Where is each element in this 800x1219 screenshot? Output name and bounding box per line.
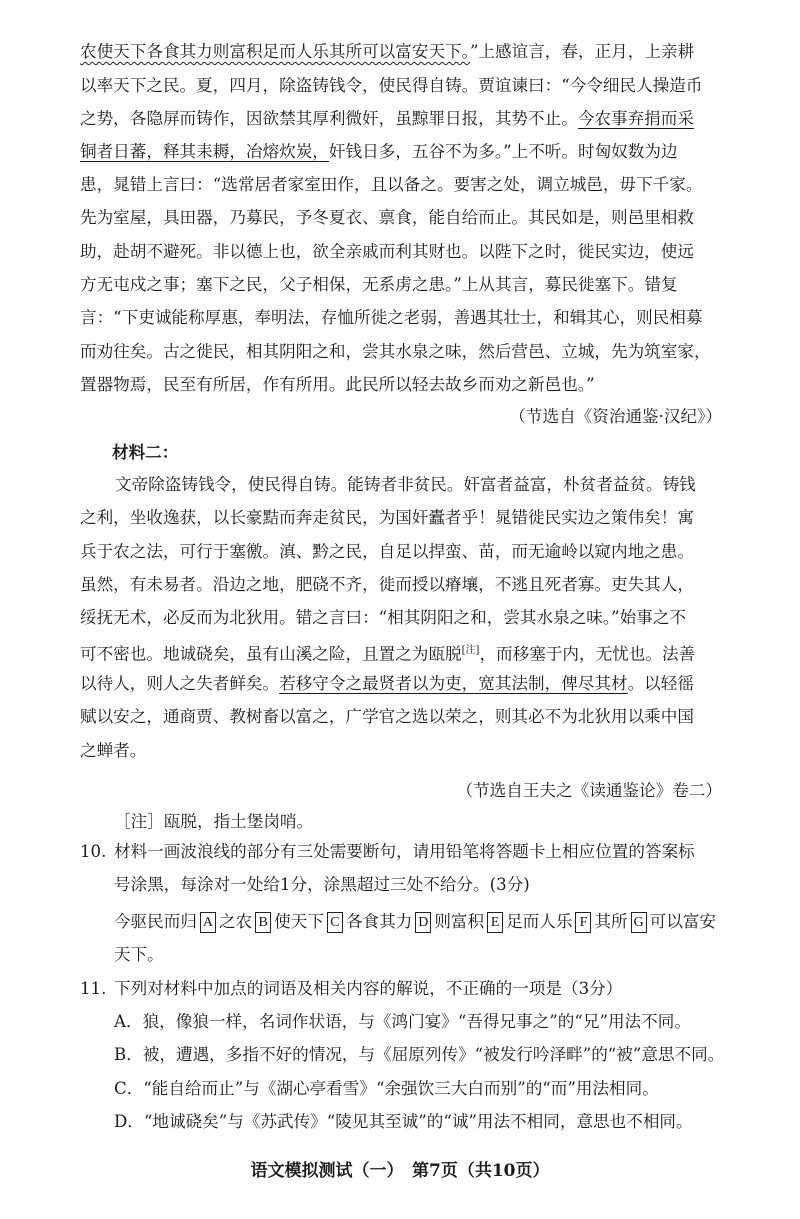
segment: 足而人乐 [506, 912, 573, 931]
footnote: ［注］瓯脱，指土堡岗哨。 [114, 812, 314, 831]
material2-line: 之利，坐收逸获，以长豪黠而奔走贫民，为国奸蠹者乎！晁错徙民实边之策伟矣！寓 [80, 508, 694, 527]
answer-box-d[interactable]: D [415, 912, 431, 933]
material2-line: 虽然，有未易者。沿边之地，肥硗不齐，徙而授以瘠壤，不逃且死者寡。吏失其人， [80, 575, 694, 594]
answer-box-b[interactable]: B [255, 912, 271, 933]
sentence-break-tail: 天下。 [114, 945, 164, 964]
material1-line [80, 107, 694, 131]
question-number: 10. [80, 842, 107, 861]
question-10-stem-line: 号涂黑，每涂对一处给1分，涂黑超过三处不给分。(3分) [114, 875, 530, 894]
material1-line [80, 140, 678, 164]
underlined-passage: 铜者日蕃，释其耒耨，冶熔炊炭， [80, 142, 329, 161]
question-11-number: 11. [80, 979, 107, 998]
material1-source: （节选自《资治通鉴·汉纪》） [509, 407, 722, 426]
material1-line: 患，晁错上言曰：“选常居者家室田作，且以备之。要害之处，调立城邑，毋下千家。 [80, 175, 703, 194]
underlined-passage: 今农事弃捐而采 [577, 109, 694, 128]
page-footer: 语文模拟测试（一） 第7页（共10页） [250, 1161, 550, 1181]
answer-box-e[interactable]: E [487, 912, 503, 933]
segment: 之农 [218, 912, 253, 931]
wavy-underlined-passage: 农使天下各食其力则富积足而人乐其所可以富安天下。 [80, 42, 470, 61]
material2-source: （节选自王夫之《读通鉴论》卷二） [456, 781, 722, 800]
segment: 各食其力 [345, 912, 413, 931]
segment: 使天下 [274, 912, 324, 931]
underlined-passage: 若移守令之最贤者以为吏，宽其法制，俾尽其材 [279, 674, 628, 693]
material1-line: 言：“下吏诚能称厚惠，奉明法，存恤所徙之老弱，善遇其壮士，和辑其心，则民相募 [80, 308, 703, 327]
option-a[interactable]: A．狼，像狼一样，名词作状语，与《鸿门宴》“吾得兄事之”的“兄”用法不同。 [114, 1012, 691, 1031]
text-run: ”上感谊言，春，正月，上亲耕 [469, 42, 695, 61]
material1-line: 而劝往矣。古之徙民，相其阴阳之和，尝其水泉之味，然后营邑、立城，先为筑室家， [80, 342, 711, 361]
segment: 其所 [594, 912, 628, 931]
option-d[interactable]: D．“地诚硗矣”与《苏武传》“陵见其至诚”的“诚”用法不相同，意思也不相同。 [114, 1112, 693, 1131]
material2-line [80, 639, 695, 667]
text-run: 奸钱日多，五谷不为多。”上不听。时匈奴数为边 [328, 142, 678, 161]
material1-line [80, 40, 694, 64]
text-run: ，而移塞于内，无忧也。法善 [479, 644, 696, 664]
footnote-marker: [注] [461, 645, 480, 656]
segment: 今驱民而归 [114, 912, 197, 931]
sentence-break-row [114, 910, 716, 934]
material1-line: 先为室屋，具田器，乃募民，予冬夏衣、禀食，能自给而止。其民如是，则邑里相救 [80, 208, 694, 227]
material2-line: 绥抚无术，必反而为北狄用。错之言曰：“相其阴阳之和，尝其水泉之味。”始事之不 [80, 608, 687, 627]
answer-box-f[interactable]: F [575, 912, 591, 933]
material1-line: 方无屯戍之事；塞下之民，父子相保，无系虏之患。”上从其言，募民徙塞下。错复 [80, 275, 678, 294]
answer-box-g[interactable]: G [631, 912, 647, 933]
material1-line: 助，赴胡不避死。非以德上也，欲全亲戚而利其财也。以陛下之时，徙民实边，使远 [80, 242, 694, 261]
material2-line: 文帝除盗铸钱令，使民得自铸。能铸者非贫民。奸富者益富，朴贫者益贫。铸钱 [115, 475, 696, 494]
question-10-stem-line: 材料一画波浪线的部分有三处需要断句，请用铅笔将答题卡上相应位置的答案标 [114, 842, 695, 861]
material1-line: 以率天下之民。夏，四月，除盗铸钱令，使民得自铸。贾谊谏曰：“今令细民人操造币 [80, 76, 703, 95]
question-11-stem: 下列对材料中加点的词语及相关内容的解说，不正确的一项是（3分） [114, 979, 623, 998]
text-run: 可不密也。地诚硗矣，虽有山溪之险，且置之为瓯脱 [80, 644, 462, 664]
material2-line: 之蝉者。 [80, 741, 147, 760]
text-run: 。以轻徭 [627, 674, 694, 693]
material1-line: 置器物焉，民至有所居，作有所用。此民所以轻去故乡而劝之新邑也。” [80, 375, 595, 394]
material2-line [80, 672, 694, 696]
segment: 则富积 [434, 912, 485, 931]
option-b[interactable]: B．被，遭遇，多指不好的情况，与《屈原列传》“被发行吟泽畔”的“被”意思不同。 [114, 1045, 725, 1064]
answer-box-c[interactable]: C [327, 912, 343, 933]
answer-box-a[interactable]: A [200, 912, 216, 933]
material2-heading: 材料二： [112, 442, 179, 462]
option-c[interactable]: C．“能自给而止”与《湖心亭看雪》“余强饮三大白而别”的“而”用法相同。 [114, 1079, 659, 1098]
question-10 [80, 840, 106, 864]
material2-line: 兵于农之法，可行于塞徼。滇、黔之民，自足以捍蛮、苗，而无逾岭以窥内地之患。 [80, 542, 694, 561]
text-run: 以待人，则人之失者鲜矣。 [80, 674, 280, 693]
text-run: 之势，各隐屏而铸作，因欲禁其厚利微奸，虽黥罪日报，其势不止。 [80, 109, 578, 128]
segment: 可以富安 [649, 912, 717, 931]
material2-line: 赋以安之，通商贾、教树畜以富之，广学官之选以荣之，则其必不为北狄用以乘中国 [80, 707, 694, 726]
